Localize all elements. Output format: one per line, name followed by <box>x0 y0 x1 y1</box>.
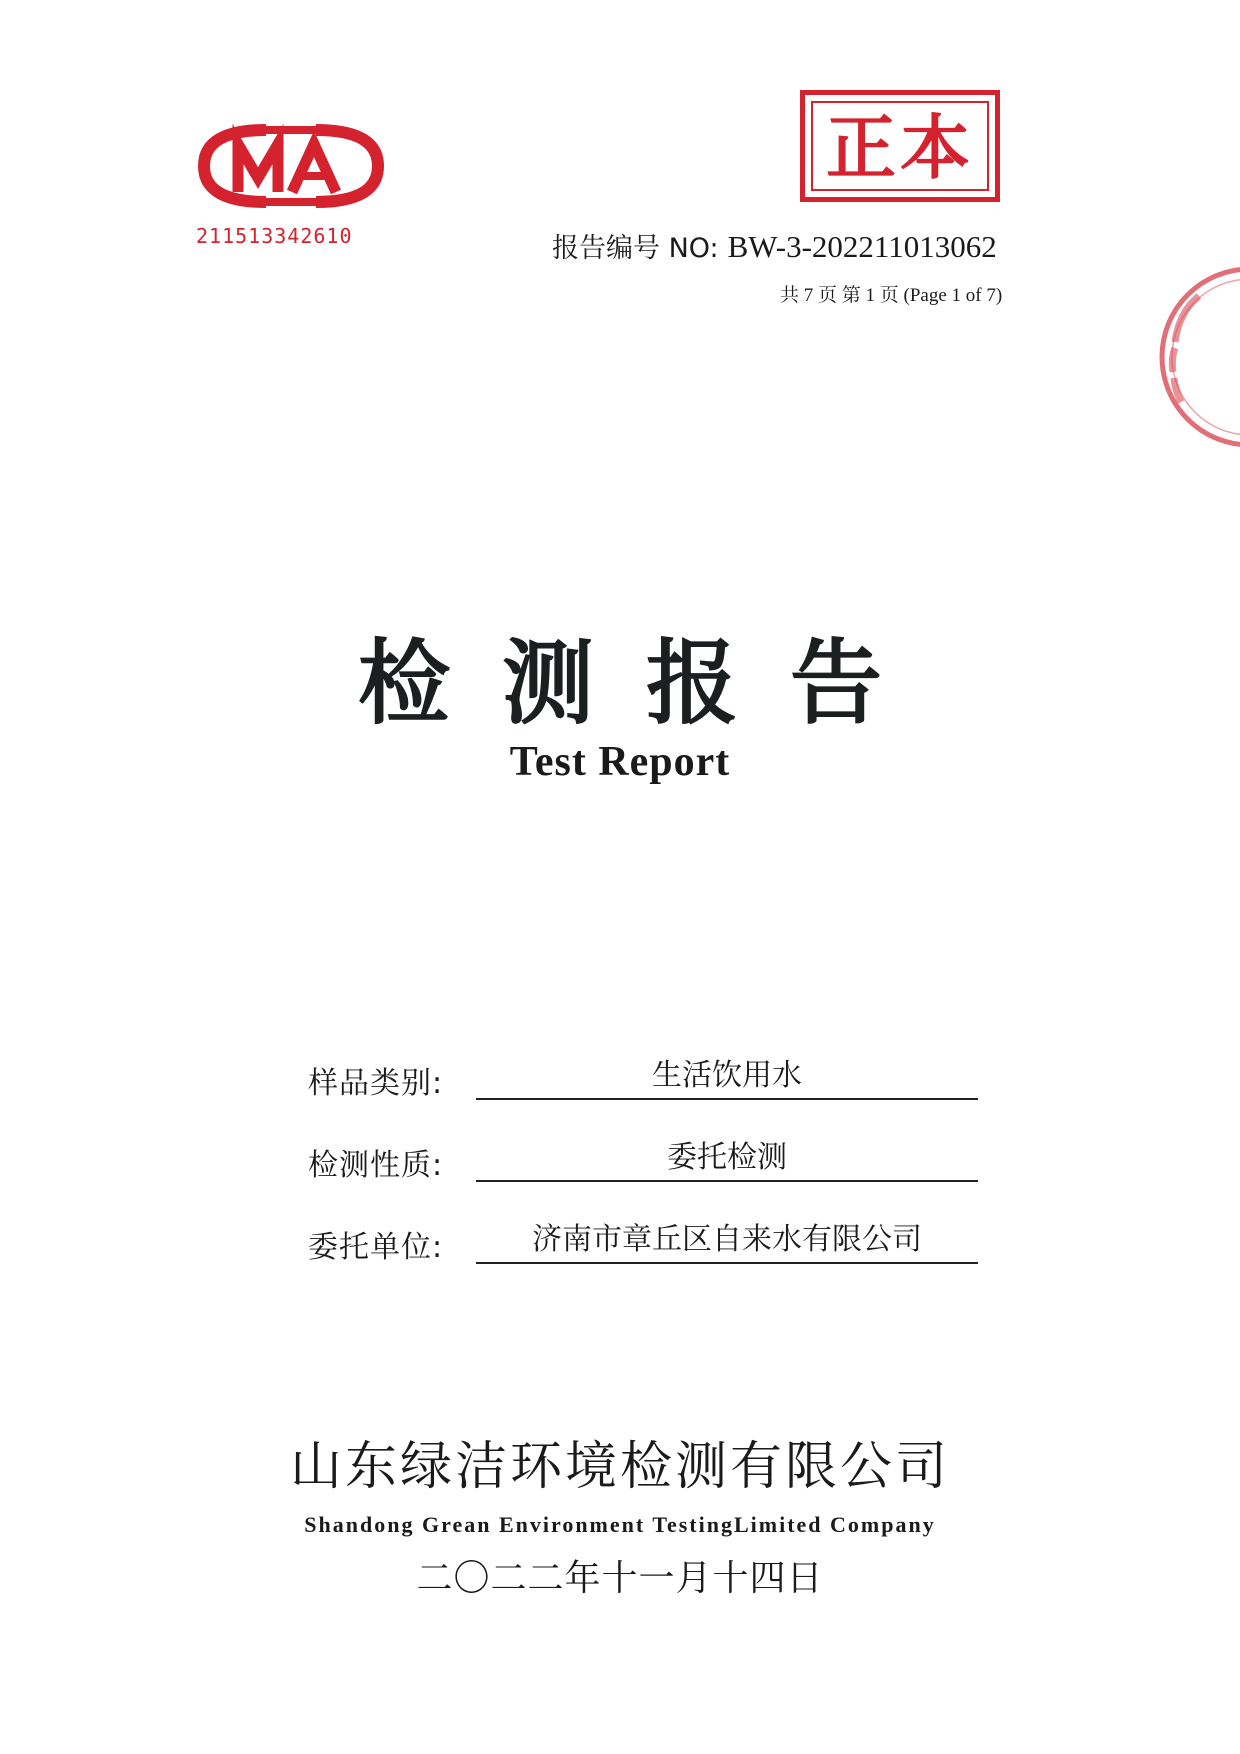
page-count: 共 7 页 第 1 页 (Page 1 of 7) <box>780 285 1003 306</box>
report-title-cn: 检测报告 <box>357 629 934 737</box>
field-client <box>308 1218 988 1266</box>
report-number-label: 报告编号 NO: <box>552 233 719 264</box>
report-title-en: Test Report <box>509 739 731 785</box>
cma-seal <box>196 116 386 256</box>
field-test-nature <box>308 1136 988 1184</box>
cma-logo-icon <box>196 116 386 216</box>
issuer-name-en: Shandong Grean Environment TestingLimited Company <box>304 1512 936 1537</box>
cma-number: 211513342610 <box>196 224 353 248</box>
issue-date: 二〇二二年十一月十四日 <box>416 1558 824 1599</box>
field-label: 样品类别: <box>308 1066 444 1101</box>
original-copy-stamp-text: 正本 <box>826 107 974 189</box>
field-label: 检测性质: <box>308 1148 444 1183</box>
field-sample-category <box>308 1054 988 1102</box>
issuer-name-cn: 山东绿洁环境检测有限公司 <box>289 1437 950 1497</box>
field-value: 委托检测 <box>476 1136 978 1182</box>
report-number <box>552 226 1052 265</box>
original-copy-stamp <box>800 90 1000 202</box>
field-value: 生活饮用水 <box>476 1054 978 1100</box>
report-number-value: BW-3-202211013062 <box>727 229 997 264</box>
field-label: 委托单位: <box>308 1230 444 1265</box>
company-seal-icon <box>1155 262 1240 452</box>
field-value: 济南市章丘区自来水有限公司 <box>476 1218 978 1264</box>
